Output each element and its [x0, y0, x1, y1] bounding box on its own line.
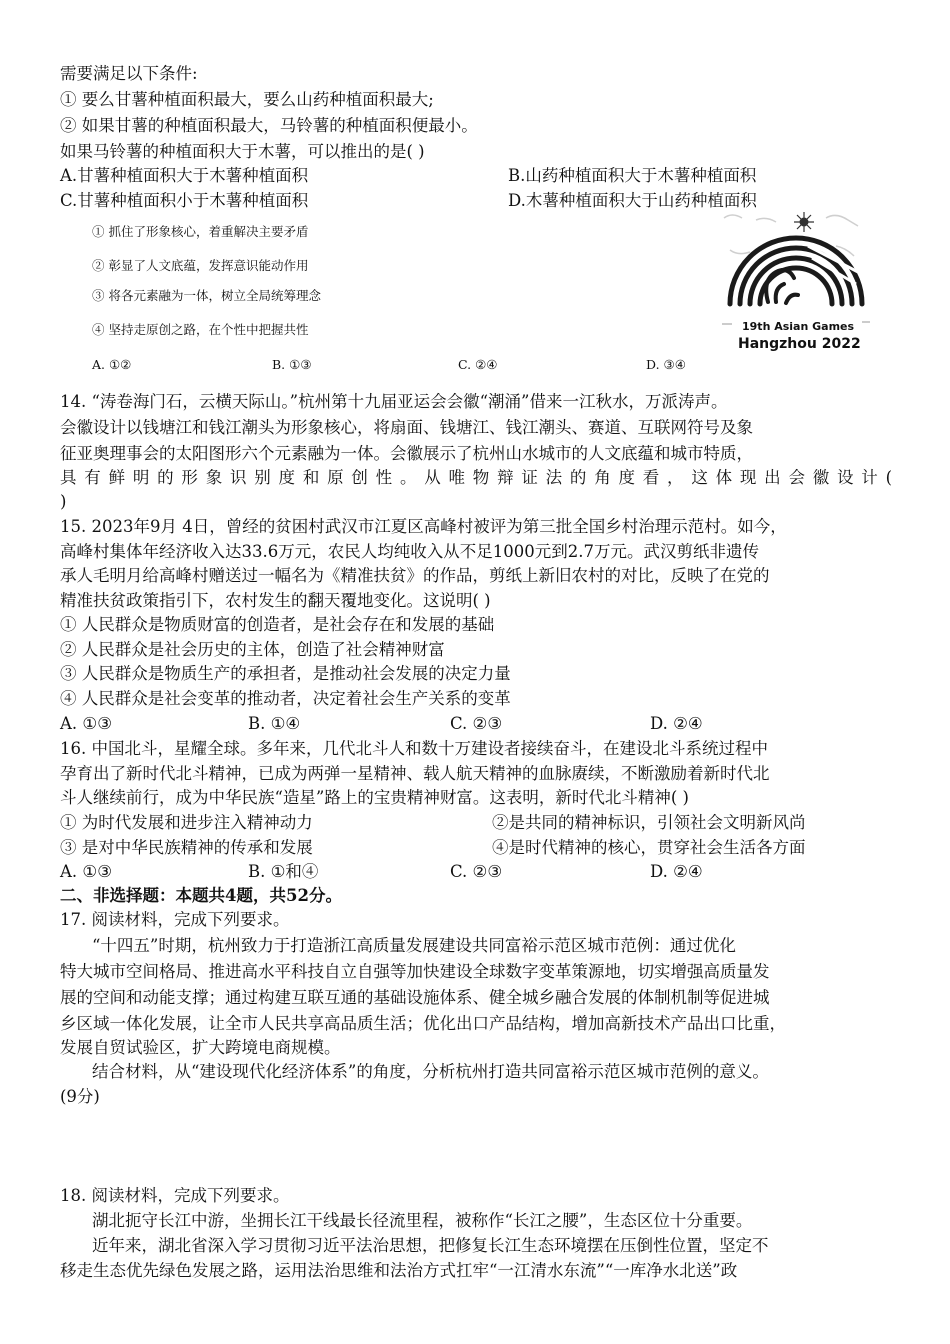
q18-material-line-3: 移走生态优先绿色发展之路，运用法治思维和法治方式扛牢“一江清水东流”“一库净水北送”政: [60, 1261, 738, 1280]
q16-statement-2: ②是共同的精神标识，引领社会文明新风尚: [492, 813, 806, 832]
q16-option-d: D. ②④: [650, 862, 703, 881]
q13-intro: 需要满足以下条件:: [60, 64, 198, 83]
q14-stem-line-1: 14. “涛卷海门石，云横天际山。”杭州第十九届亚运会会徽“潮涌”借来一江秋水，万派涛声。: [60, 392, 728, 411]
q14-option-a: A. ①②: [92, 357, 132, 372]
q13-condition-2: ② 如果甘薯的种植面积最大，马铃薯的种植面积便最小。: [60, 116, 478, 135]
q15-statement-1: ① 人民群众是物质财富的创造者，是社会存在和发展的基础: [60, 615, 495, 634]
q15-option-d: D. ②④: [650, 714, 703, 733]
q14-statement-3: ③ 将各元素融为一体，树立全局统筹理念: [92, 288, 321, 303]
q16-statement-1: ① 为时代发展和进步注入精神动力: [60, 813, 313, 832]
q13-condition-1: ① 要么甘薯种植面积最大，要么山药种植面积最大;: [60, 90, 434, 109]
chaoyong-emblem-icon: [716, 206, 876, 356]
q17-material-line-2: 特大城市空间格局、推进高水平科技自立自强等加快建设全球数字变革策源地，切实增强高质量发: [60, 962, 770, 981]
q14-stem-line-5: ): [60, 492, 67, 511]
q15-option-c: C. ②③: [450, 714, 503, 733]
q16-option-c: C. ②③: [450, 862, 503, 881]
q15-option-b: B. ①④: [248, 714, 301, 733]
section-2-title: 二、非选择题：本题共4题，共52分。: [60, 886, 342, 905]
q16-option-a: A. ①③: [60, 862, 112, 881]
q14-option-c: C. ②④: [458, 357, 498, 372]
q13-option-c: C.甘薯种植面积小于木薯种植面积: [60, 191, 309, 210]
q14-statement-4: ④ 坚持走原创之路，在个性中把握共性: [92, 322, 309, 337]
q16-stem-line-1: 16. 中国北斗，星耀全球。多年来，几代北斗人和数十万建设者接续奋斗，在建设北斗系统过程中: [60, 739, 768, 758]
q18-head: 18. 阅读材料，完成下列要求。: [60, 1186, 290, 1205]
q15-stem-line-4: 精准扶贫政策指引下，农村发生的翻天覆地变化。这说明( ): [60, 591, 491, 610]
q13-option-a: A.甘薯种植面积大于木薯种植面积: [60, 166, 309, 185]
q16-statement-3: ③ 是对中华民族精神的传承和发展: [60, 838, 313, 857]
emblem-caption-line2: Hangzhou 2022: [738, 336, 861, 352]
q17-material-line-4: 乡区域一体化发展，让全市人民共享高品质生活；优化出口产品结构，增加高新技术产品出口比重，: [60, 1014, 786, 1033]
q15-stem-line-2: 高峰村集体年经济收入达33.6万元，农民人均纯收入从不足1000元到2.7万元。武汉剪纸非遗传: [60, 542, 759, 561]
q18-material-line-1: 湖北扼守长江中游，坐拥长江干线最长径流里程，被称作“长江之腰”，生态区位十分重要。: [92, 1211, 753, 1230]
q14-statement-2: ② 彰显了人文底蕴，发挥意识能动作用: [92, 258, 309, 273]
q16-stem-line-3: 斗人继续前行，成为中华民族“造星”路上的宝贵精神财富。这表明，新时代北斗精神( ): [60, 788, 689, 807]
q14-option-d: D. ③④: [646, 357, 686, 372]
q17-head: 17. 阅读材料，完成下列要求。: [60, 910, 290, 929]
emblem-caption-line1: 19th Asian Games: [742, 320, 855, 333]
q13-option-d: D.木薯种植面积大于山药种植面积: [508, 191, 757, 210]
q17-requirement: 结合材料，从“建设现代化经济体系”的角度，分析杭州打造共同富裕示范区城市范例的意义。: [92, 1062, 769, 1081]
q16-option-b: B. ①和④: [248, 862, 319, 881]
q15-statement-4: ④ 人民群众是社会变革的推动者，决定着社会生产关系的变革: [60, 689, 511, 708]
q15-option-a: A. ①③: [60, 714, 112, 733]
q14-stem-line-4: 具有鲜明的形象识别度和原创性。从唯物辩证法的角度看，这体现出会徽设计(: [60, 468, 892, 487]
q18-material-line-2: 近年来，湖北省深入学习贯彻习近平法治思想，把修复长江生态环境摆在压倒性位置，坚定不: [92, 1236, 769, 1255]
q13-option-b: B.山药种植面积大于木薯种植面积: [508, 166, 757, 185]
q14-option-b: B. ①③: [272, 357, 312, 372]
q16-stem-line-2: 孕育出了新时代北斗精神，已成为两弹一星精神、载人航天精神的血脉赓续，不断激励着新时代北: [60, 764, 770, 783]
q17-material-line-3: 展的空间和动能支撑；通过构建互联互通的基础设施体系、健全城乡融合发展的体制机制等促进城: [60, 988, 770, 1007]
q13-question: 如果马铃薯的种植面积大于木薯，可以推出的是( ): [60, 142, 425, 161]
q17-material-line-1: “十四五”时期，杭州致力于打造浙江高质量发展建设共同富裕示范区城市范例：通过优化: [92, 936, 736, 955]
q15-statement-2: ② 人民群众是社会历史的主体，创造了社会精神财富: [60, 640, 445, 659]
q17-material-line-5: 发展自贸试验区，扩大跨境电商规模。: [60, 1038, 341, 1057]
q14-stem-line-3: 征亚奥理事会的太阳图形六个元素融为一体。会徽展示了杭州山水城市的人文底蕴和城市特质，: [60, 444, 753, 463]
q15-statement-3: ③ 人民群众是物质生产的承担者，是推动社会发展的决定力量: [60, 664, 511, 683]
q17-score: (9分): [60, 1087, 100, 1106]
q14-statement-1: ① 抓住了形象核心，着重解决主要矛盾: [92, 224, 309, 239]
q14-stem-line-2: 会徽设计以钱塘江和钱江潮头为形象核心，将扇面、钱塘江、钱江潮头、赛道、互联网符号及象: [60, 418, 753, 437]
asian-games-emblem: [716, 206, 876, 356]
q15-stem-line-1: 15. 2023年9月 4日，曾经的贫困村武汉市江夏区高峰村被评为第三批全国乡村治理示范村。如今，: [60, 517, 787, 536]
q16-statement-4: ④是时代精神的核心，贯穿社会生活各方面: [492, 838, 806, 857]
q15-stem-line-3: 承人毛明月给高峰村赠送过一幅名为《精准扶贫》的作品，剪纸上新旧农村的对比，反映了在党的: [60, 566, 770, 585]
